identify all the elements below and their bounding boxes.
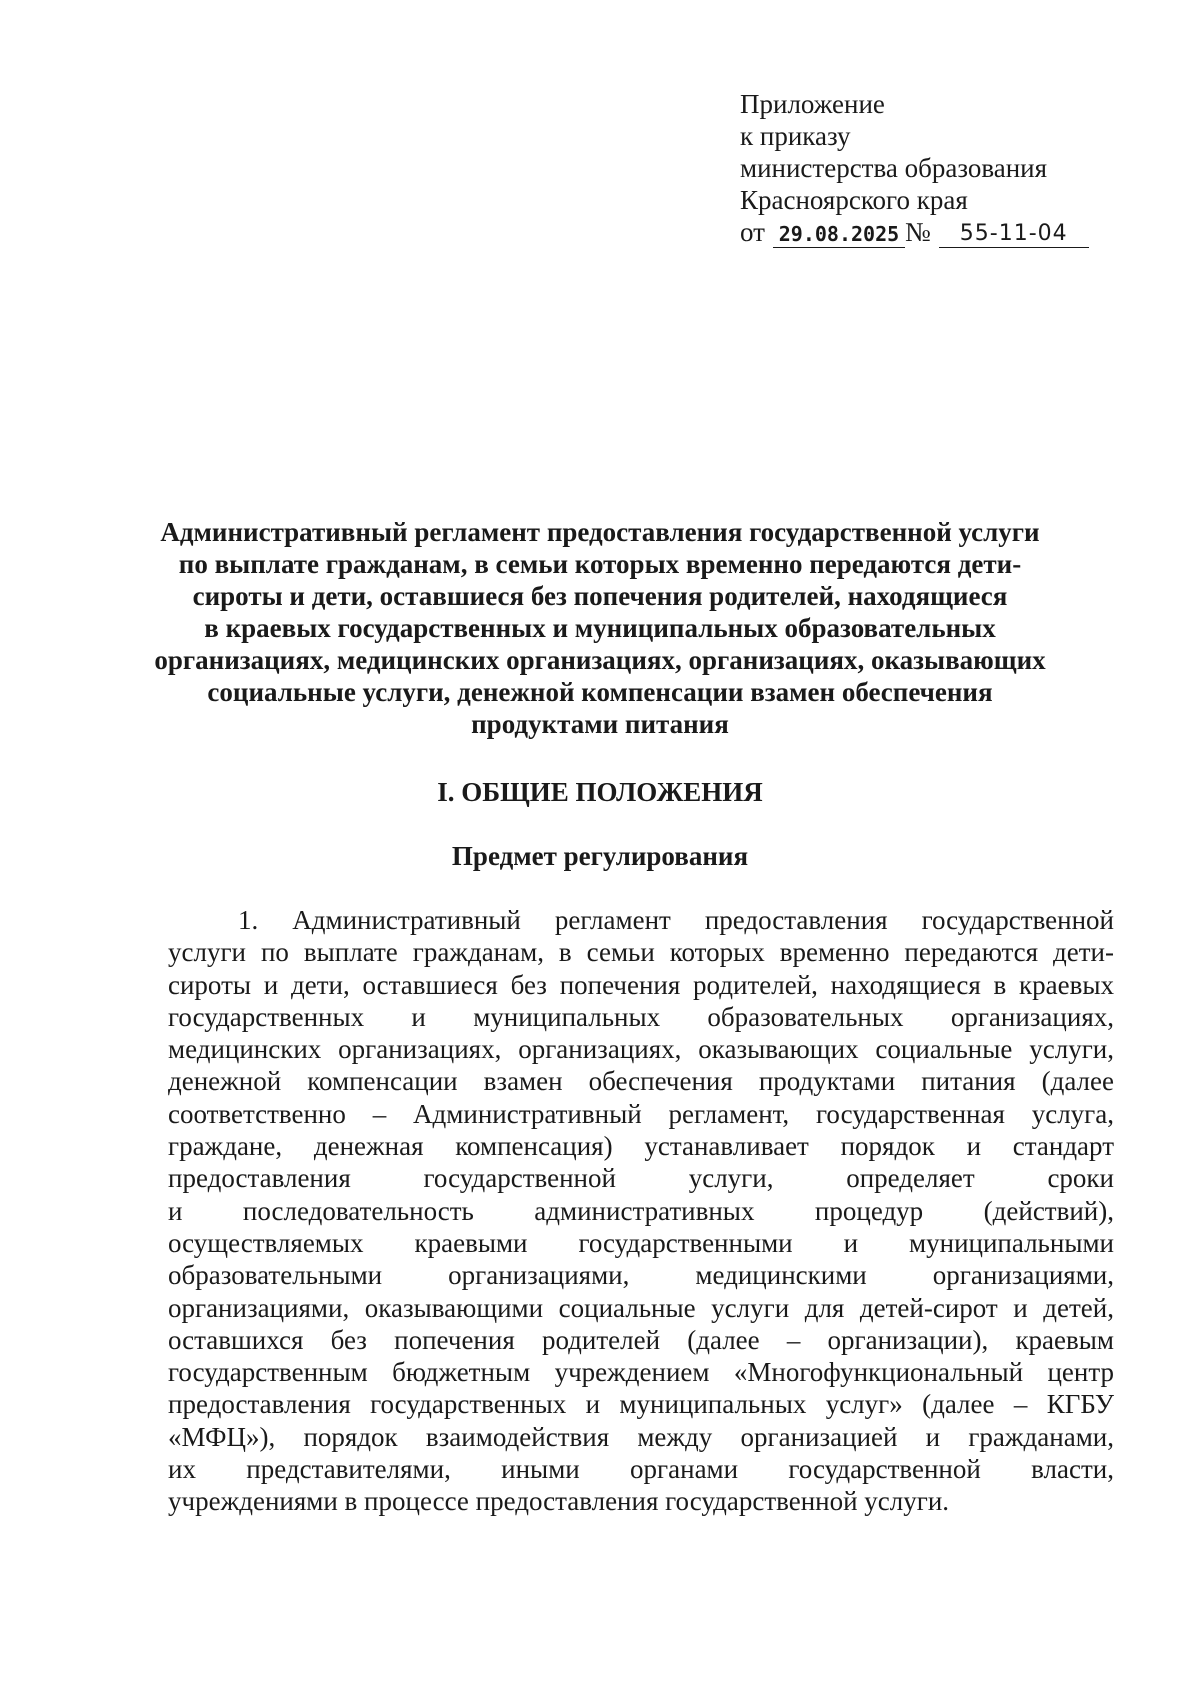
- paragraph-line: государственным бюджетным учреждением «Многофункциональный центр: [168, 1357, 1114, 1388]
- appendix-line: к приказу: [740, 121, 851, 151]
- paragraph-line: предоставления государственных и муниципальных услуг» (далее – КГБУ: [168, 1389, 1114, 1420]
- appendix-block: [740, 88, 1089, 248]
- order-date: 29.08.2025: [773, 221, 905, 248]
- order-number: 55-11-04: [939, 221, 1089, 248]
- section-subheading: Предмет регулирования: [451, 841, 749, 871]
- title-line: по выплате гражданам, в семьи которых временно передаются дети-: [178, 549, 1022, 579]
- number-sign: №: [904, 217, 931, 247]
- paragraph-line: денежной компенсации взамен обеспечения продуктами питания (далее: [168, 1066, 1114, 1097]
- appendix-line: Красноярского края: [740, 185, 968, 215]
- paragraph-line: и последовательность административных процедур (действий),: [168, 1195, 1114, 1226]
- title-line: организациях, медицинских организациях, организациях, оказывающих: [154, 645, 1046, 675]
- paragraph-1: [168, 904, 1114, 1518]
- paragraph-line: образовательными организациями, медицинскими организациями,: [168, 1260, 1114, 1291]
- appendix-date-line: [740, 216, 1089, 248]
- paragraph-line: их представителями, иными органами государственной власти,: [168, 1454, 1114, 1485]
- paragraph-line: учреждениями в процессе предоставления государственной услуги.: [168, 1486, 950, 1517]
- title-line: Административный регламент предоставления государственной услуги: [160, 517, 1040, 547]
- paragraph-line: сироты и дети, оставшиеся без попечения родителей, находящиеся в краевых: [168, 969, 1114, 1000]
- appendix-line: Приложение: [740, 89, 885, 119]
- paragraph-line: осуществляемых краевыми государственными и муниципальными: [168, 1227, 1114, 1258]
- paragraph-line: граждане, денежная компенсация) устанавливает порядок и стандарт: [168, 1131, 1114, 1162]
- paragraph-line: медицинских организациях, организациях, оказывающих социальные услуги,: [168, 1034, 1114, 1065]
- paragraph-line: соответственно – Административный регламент, государственная услуга,: [168, 1098, 1114, 1129]
- paragraph-line: оставшихся без попечения родителей (далее – организации), краевым: [168, 1324, 1114, 1355]
- document-title: [150, 516, 1050, 740]
- appendix-line: министерства образования: [740, 153, 1048, 183]
- title-line: продуктами питания: [471, 709, 729, 739]
- paragraph-line: предоставления государственной услуги, определяет сроки: [168, 1163, 1114, 1194]
- title-line: социальные услуги, денежной компенсации взамен обеспечения: [207, 677, 993, 707]
- paragraph-line: 1. Административный регламент предоставления государственной: [238, 905, 1114, 935]
- title-line: в краевых государственных и муниципальных образовательных: [204, 613, 996, 643]
- section-heading: I. ОБЩИЕ ПОЛОЖЕНИЯ: [437, 777, 763, 807]
- date-prefix: от: [740, 217, 765, 247]
- paragraph-line: «МФЦ»), порядок взаимодействия между организацией и гражданами,: [168, 1421, 1114, 1452]
- title-line: сироты и дети, оставшиеся без попечения родителей, находящиеся: [192, 581, 1008, 611]
- paragraph-line: организациями, оказывающими социальные услуги для детей-сирот и детей,: [168, 1292, 1114, 1323]
- paragraph-line: услуги по выплате гражданам, в семьи которых временно передаются дети-: [168, 937, 1114, 968]
- paragraph-line: государственных и муниципальных образовательных организациях,: [168, 1001, 1114, 1032]
